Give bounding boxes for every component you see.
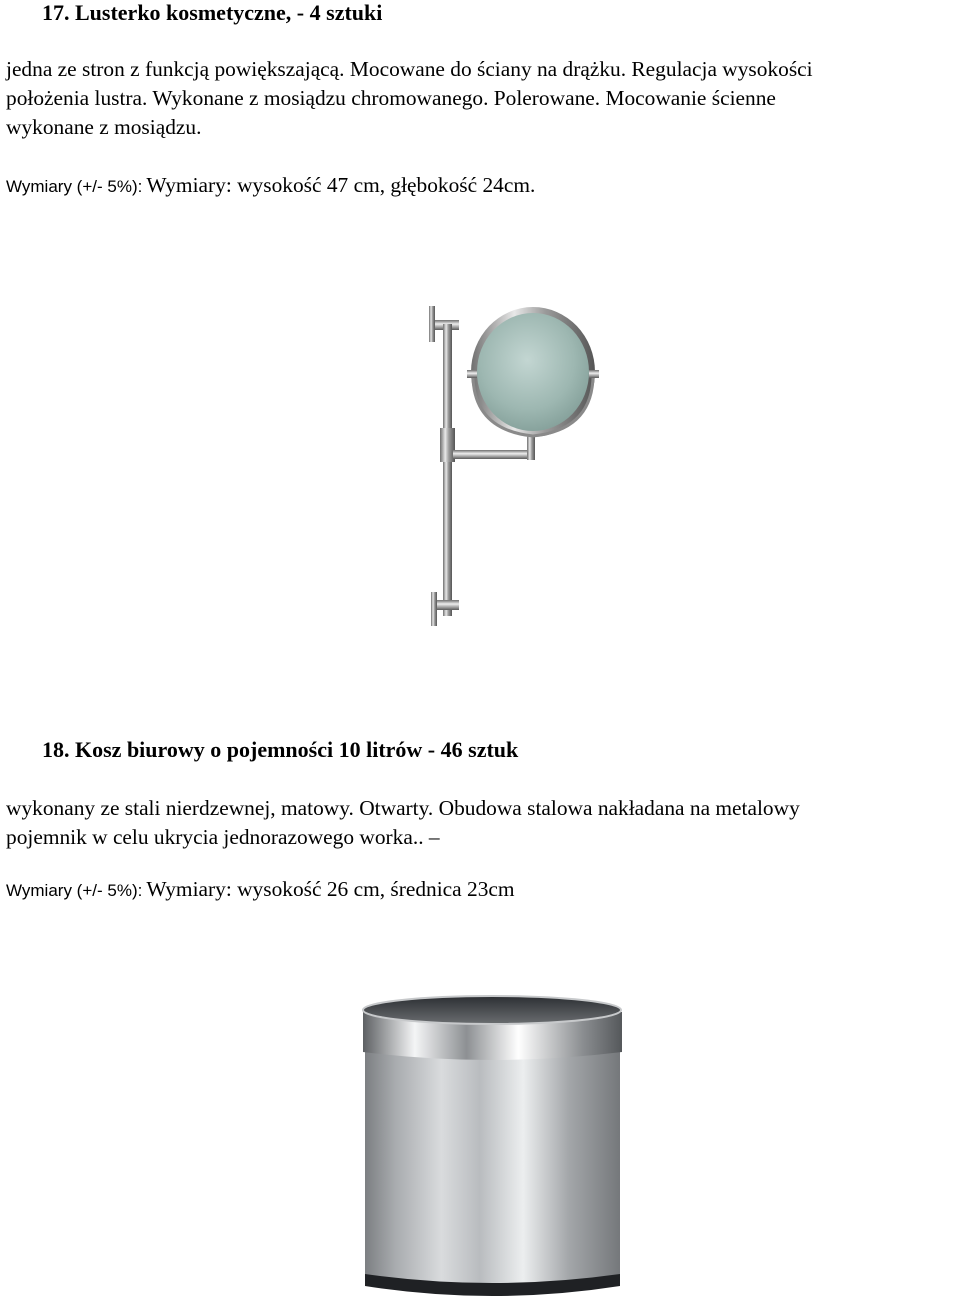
item-18-description xyxy=(6,794,960,852)
description-line: pojemnik w celu ukrycia jednorazowego worka.. – xyxy=(6,825,440,849)
dimensions-label: Wymiary (+/- 5%): xyxy=(6,177,143,196)
dimensions-value: Wymiary: wysokość 47 cm, głębokość 24cm. xyxy=(146,173,536,197)
waste-bin-illustration xyxy=(355,990,630,1310)
item-17-dimensions xyxy=(6,173,535,198)
cosmetic-mirror-image xyxy=(415,300,615,635)
description-line: położenia lustra. Wykonane z mosiądzu chromowanego. Polerowane. Mocowanie ścienne xyxy=(6,86,776,110)
waste-bin-image xyxy=(355,990,630,1310)
item-17-title: 17. Lusterko kosmetyczne, - 4 sztuki xyxy=(42,0,383,25)
description-line: jedna ze stron z funkcją powiększającą. Mocowane do ściany na drążku. Regulacja wysokości xyxy=(6,57,813,81)
item-18-dimensions xyxy=(6,877,515,902)
mirror-illustration xyxy=(415,300,615,635)
item-17-description xyxy=(6,55,960,142)
dimensions-label: Wymiary (+/- 5%): xyxy=(6,881,143,900)
dimensions-value: Wymiary: wysokość 26 cm, średnica 23cm xyxy=(146,877,515,901)
description-line: wykonane z mosiądzu. xyxy=(6,115,202,139)
description-line: wykonany ze stali nierdzewnej, matowy. Otwarty. Obudowa stalowa nakładana na metalowy xyxy=(6,796,800,820)
item-18-title: 18. Kosz biurowy o pojemności 10 litrów - 46 sztuk xyxy=(42,737,519,762)
